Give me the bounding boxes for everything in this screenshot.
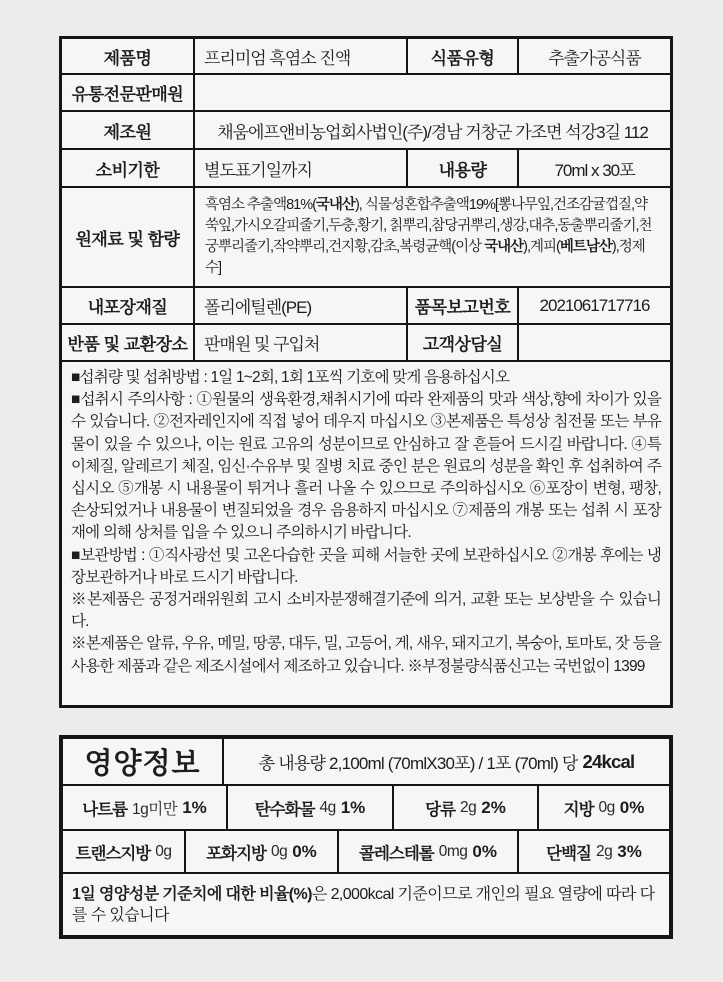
nutrient-name: 포화지방: [206, 844, 266, 863]
food-type-label: 식품유형: [406, 39, 517, 73]
net-content-label: 내용량: [406, 150, 517, 186]
nutrient-name: 콜레스테롤: [359, 844, 434, 863]
nutrient-cholesterol: [337, 831, 517, 872]
product-name-value: 프리미엄 흑염소 진액: [193, 39, 406, 73]
usage-storage-notices: [62, 360, 670, 705]
nutrition-title: 영양정보: [84, 748, 201, 780]
ingredients-value: [193, 188, 670, 286]
product-info-table: [59, 36, 673, 708]
nutrient-fat: [537, 786, 669, 829]
nutrition-header-row: [63, 739, 669, 784]
nutrient-trans-fat: [63, 831, 184, 872]
distributor-value: [193, 75, 670, 110]
distributor-label: 유통전문판매원: [71, 85, 184, 104]
nutrient-name: 탄수화물: [254, 800, 315, 819]
nutrition-table: [59, 735, 673, 939]
nutrition-row-1: [63, 784, 669, 829]
manufacturer-label: 제조원: [103, 122, 152, 142]
notice-paragraph: ■섭취시 주의사항 : ①원물의 생육환경,채취시기에 따라 완제품의 맛과 색상,향에 차이가 있을 수 있습니다. ②전자레인지에 직접 넣어 데우지 마십시오 ③본제품은 특성상 침전물 또는 부유물이 있을 수 있으나, 이는 원료 고유의 성분이므로 안심하고 잘 흔들어 드시길 바랍니다. ④특이체질, 알레르기 체질, 임신·수유부 및 질병 치료 중인 분은 원료의 성분을 확인 후 섭취하여 주십시오 ⑤개봉 시 내용물이 튀거나 흘러 나올 수 있으므로 주의하십시오 ⑥포장이 변형, 팽창, 손상되었거나 내용물이 변질되었을 경우 음용하지 마십시오 ⑦제품의 개봉 또는 섭취 시 포장재에 의해 상처를 입을 수 있으니 주의하시기 바랍니다.: [71, 391, 661, 542]
nutrient-amount: 2g: [596, 842, 613, 860]
row-expiry: [62, 148, 670, 186]
nutrient-amount: 4g: [319, 798, 336, 816]
report-number-label: 품목보고번호: [406, 288, 517, 323]
nutrient-name: 당류: [425, 800, 456, 819]
customer-service-label: 고객상담실: [406, 325, 517, 360]
customer-service-value: [517, 325, 670, 360]
nutrient-percent: 0%: [619, 797, 645, 817]
nutrient-percent: 0%: [472, 841, 497, 861]
nutrient-percent: 1%: [182, 797, 207, 817]
manufacturer-value: 채움에프앤비농업회사법인(주)/경남 거창군 가조면 석강3길 112: [193, 112, 670, 148]
nutrient-name: 나트륨: [82, 800, 128, 819]
nutrient-amount: 2g: [460, 798, 477, 816]
nutrient-name: 트랜스지방: [75, 844, 151, 863]
nutrient-sugars: [392, 786, 537, 829]
nutrient-percent: 2%: [481, 797, 506, 817]
row-distributor: [62, 73, 670, 110]
nutrient-saturated-fat: [184, 831, 337, 872]
packaging-label: 내포장재질: [87, 298, 168, 317]
nutrient-percent: 3%: [617, 841, 642, 861]
nutrient-percent: 0%: [292, 841, 317, 861]
expiry-value: 별도표기일까지: [193, 150, 406, 186]
row-ingredients: [62, 186, 670, 286]
nutrient-name: 지방: [563, 800, 594, 819]
notice-paragraph: ■보관방법 : ①직사광선 및 고온다습한 곳을 피해 서늘한 곳에 보관하십시오 ②개봉 후에는 냉장보관하거나 바로 드시기 바랍니다.: [71, 546, 661, 586]
ingredients-label: 원재료 및 함량: [75, 229, 180, 249]
returns-label: 반품 및 교환장소: [67, 335, 188, 354]
row-manufacturer: [62, 110, 670, 148]
nutrient-name: 단백질: [546, 844, 591, 863]
row-returns: [62, 323, 670, 360]
nutrient-protein: [517, 831, 669, 872]
nutrition-serving-info: 총 내용량 2,100ml (70mlX30포) / 1포 (70ml) 당 24kcal: [222, 739, 669, 784]
product-name-label: 제품명: [103, 48, 152, 68]
notice-paragraph: ※본제품은 알류, 우유, 메밀, 땅콩, 대두, 밀, 고등어, 게, 새우, 돼지고기, 복숭아, 토마토, 잣 등을 사용한 제품과 같은 제조시설에서 제조하고 있습니다. ※부정불량식품신고는 국번없이 1399: [71, 635, 661, 675]
notice-paragraph: ■섭취량 및 섭취방법 : 1일 1~2회, 1회 1포씩 기호에 맞게 음용하십시오: [71, 369, 510, 386]
report-number-value: 2021061717716: [517, 288, 670, 323]
food-type-value: 추출가공식품: [517, 39, 670, 73]
row-product-name: [62, 39, 670, 73]
nutrient-amount: 0g: [598, 798, 615, 816]
returns-value: 판매원 및 구입처: [193, 325, 406, 360]
nutrition-row-2: [63, 829, 669, 872]
nutrient-amount: 0g: [155, 842, 172, 860]
net-content-value: 70ml x 30포: [517, 150, 670, 186]
nutrient-amount: 0mg: [438, 842, 468, 860]
packaging-value: 폴리에틸렌(PE): [193, 288, 406, 323]
ingredients-text: 흑염소 추출액81%(국내산), 식물성혼합추출액19%[뽕나무잎,건조감귤껍질,약쑥잎,가시오갈피줄기,두충,황기, 칡뿌리,참당귀뿌리,생강,대추,동출뿌리줄기,천궁뿌리줄기,작약뿌리,건지황,감초,복령균핵(이상 국내산),계피(베트남산),정제수]: [205, 197, 652, 276]
nutrient-amount: 0g: [270, 842, 288, 860]
row-packaging: [62, 286, 670, 323]
nutrient-percent: 1%: [340, 797, 366, 817]
nutrient-carbohydrate: [226, 786, 392, 829]
notice-paragraph: ※본제품은 공정거래위원회 고시 소비자분쟁해결기준에 의거, 교환 또는 보상받을 수 있습니다.: [71, 591, 661, 631]
daily-value-footnote-text: 1일 영양성분 기준치에 대한 비율(%)은 2,000kcal 기준이므로 개인의 필요 열량에 따라 다를 수 있습니다: [72, 885, 655, 924]
expiry-label: 소비기한: [95, 160, 160, 180]
daily-value-footnote: [63, 872, 669, 935]
nutrient-sodium: [63, 786, 226, 829]
nutrient-amount: 1g미만: [132, 800, 178, 818]
